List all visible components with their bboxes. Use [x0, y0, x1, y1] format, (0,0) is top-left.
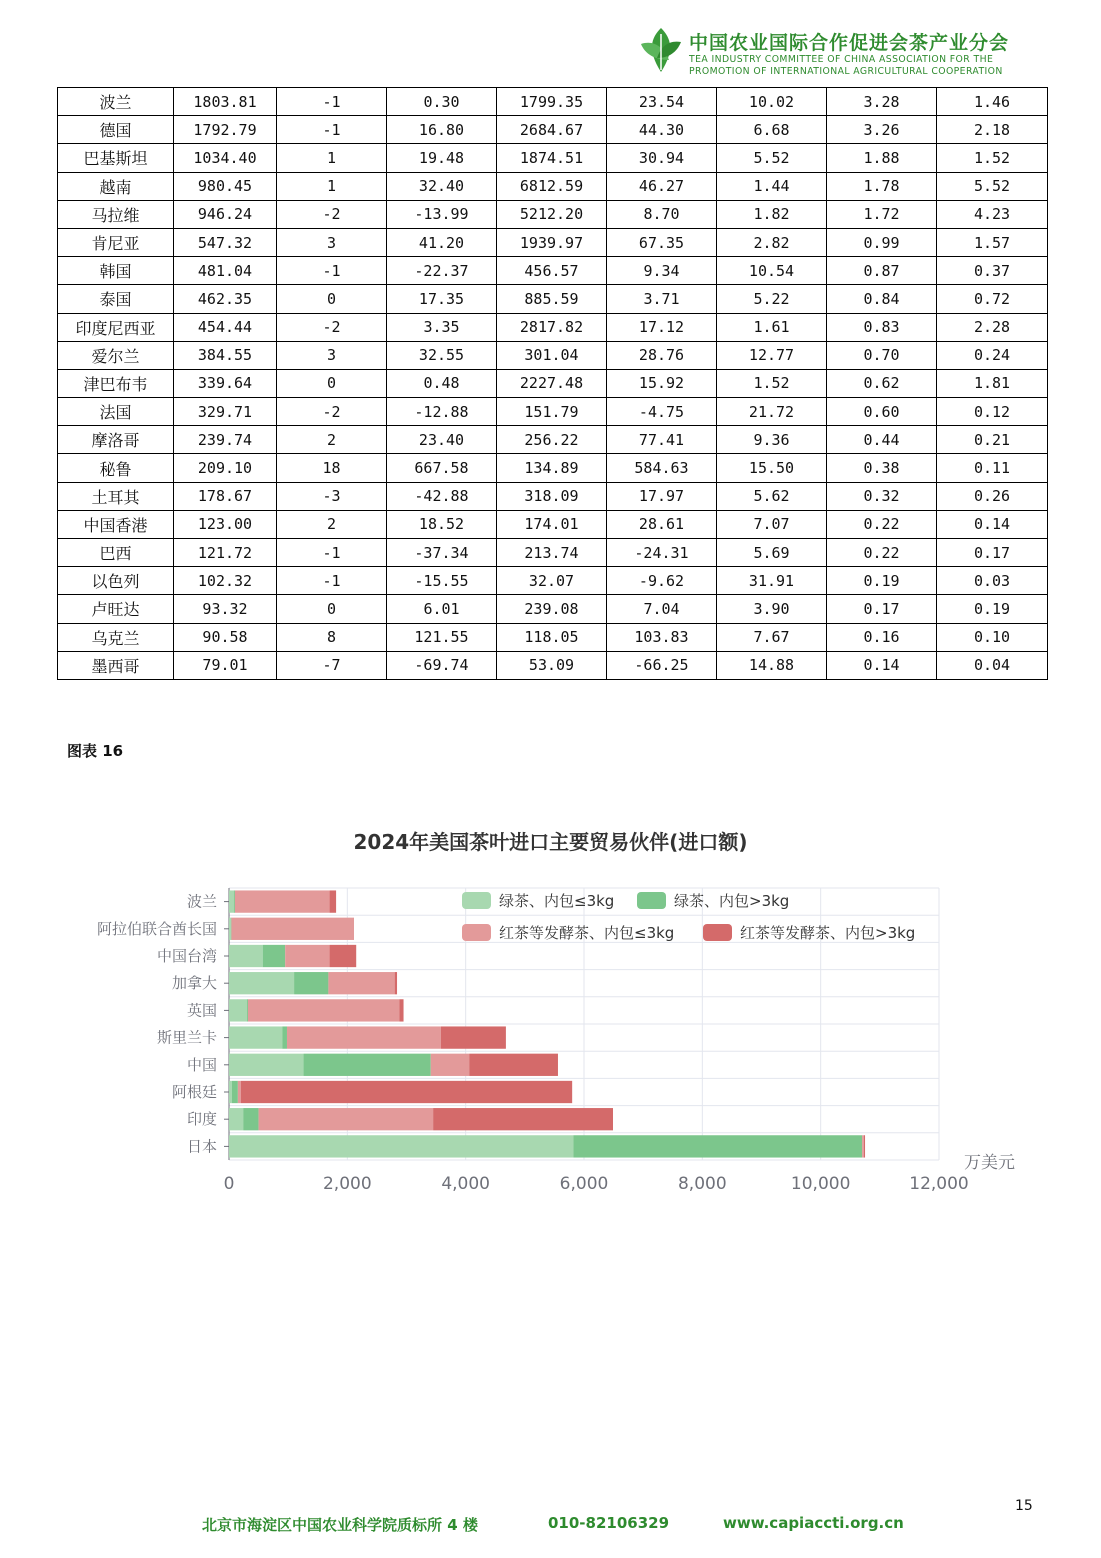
footer-address: 北京市海淀区中国农业科学院质标所 4 楼 [202, 1516, 478, 1534]
value-cell: -2 [277, 200, 387, 228]
value-cell: 2.28 [937, 313, 1048, 341]
table-row [58, 510, 1048, 538]
value-cell: 5.52 [937, 172, 1048, 200]
trade-partner-table [57, 87, 1048, 680]
legend-swatch [462, 892, 491, 909]
value-cell: 30.94 [607, 144, 717, 172]
value-cell: -69.74 [387, 651, 497, 679]
value-cell: 239.08 [497, 595, 607, 623]
value-cell: 0.03 [937, 567, 1048, 595]
value-cell: 17.12 [607, 313, 717, 341]
bar-segment [864, 1135, 865, 1157]
value-cell: -7 [277, 651, 387, 679]
value-cell: 5212.20 [497, 200, 607, 228]
value-cell: 0.70 [827, 341, 937, 369]
legend-swatch [462, 924, 491, 941]
value-cell: 23.54 [607, 88, 717, 116]
table-row [58, 313, 1048, 341]
value-cell: 1.44 [717, 172, 827, 200]
value-cell: 0.16 [827, 623, 937, 651]
value-cell: 0 [277, 369, 387, 397]
value-cell: 0.24 [937, 341, 1048, 369]
value-cell: 1.52 [717, 369, 827, 397]
legend-swatch [703, 924, 732, 941]
bar-segment [247, 999, 248, 1021]
value-cell: 1803.81 [174, 88, 277, 116]
value-cell: 239.74 [174, 426, 277, 454]
value-cell: 9.36 [717, 426, 827, 454]
table-row [58, 651, 1048, 679]
value-cell: 0.32 [827, 482, 937, 510]
x-axis-unit-label: 万美元 [964, 1153, 1015, 1173]
bar-segment [238, 1081, 241, 1103]
table-row [58, 623, 1048, 651]
value-cell: 3 [277, 228, 387, 256]
bar-segment [395, 972, 397, 994]
legend-swatch [637, 892, 666, 909]
value-cell: -1 [277, 116, 387, 144]
value-cell: 90.58 [174, 623, 277, 651]
value-cell: 0.14 [827, 651, 937, 679]
value-cell: 5.22 [717, 285, 827, 313]
value-cell: 53.09 [497, 651, 607, 679]
category-label: 阿拉伯联合酋长国 [96, 919, 217, 938]
value-cell: 1.57 [937, 228, 1048, 256]
value-cell: 7.07 [717, 510, 827, 538]
value-cell: -9.62 [607, 567, 717, 595]
value-cell: 1939.97 [497, 228, 607, 256]
bar-segment [282, 1026, 287, 1048]
bar-segment [433, 1108, 613, 1130]
bar-segment [353, 918, 354, 940]
value-cell: 174.01 [497, 510, 607, 538]
legend-label: 绿茶、内包>3kg [674, 892, 790, 910]
country-cell: 土耳其 [58, 482, 174, 510]
figure-label: 图表 16 [67, 742, 124, 760]
value-cell: 0.11 [937, 454, 1048, 482]
value-cell: -3 [277, 482, 387, 510]
value-cell: 77.41 [607, 426, 717, 454]
bar-segment [229, 1081, 232, 1103]
value-cell: 8.70 [607, 200, 717, 228]
value-cell: 6.68 [717, 116, 827, 144]
bar-segment [234, 890, 235, 912]
bar-segment [229, 918, 231, 940]
bar-segment [441, 1026, 506, 1048]
value-cell: 5.62 [717, 482, 827, 510]
value-cell: 2.82 [717, 228, 827, 256]
table-row [58, 144, 1048, 172]
value-cell: 667.58 [387, 454, 497, 482]
value-cell: 339.64 [174, 369, 277, 397]
country-cell: 津巴布韦 [58, 369, 174, 397]
country-cell: 波兰 [58, 88, 174, 116]
category-label: 波兰 [186, 892, 217, 911]
value-cell: 0 [277, 285, 387, 313]
x-tick-label: 6,000 [559, 1174, 609, 1194]
footer-phone: 010-82106329 [548, 1514, 670, 1532]
value-cell: 67.35 [607, 228, 717, 256]
value-cell: 1792.79 [174, 116, 277, 144]
category-label: 中国 [186, 1055, 217, 1074]
bar-segment [330, 890, 337, 912]
value-cell: 462.35 [174, 285, 277, 313]
value-cell: 0.84 [827, 285, 937, 313]
bar-segment [399, 999, 403, 1021]
country-cell: 秘鲁 [58, 454, 174, 482]
value-cell: 121.72 [174, 539, 277, 567]
category-label: 英国 [186, 1001, 217, 1020]
value-cell: 0.12 [937, 398, 1048, 426]
value-cell: 123.00 [174, 510, 277, 538]
country-cell: 巴基斯坦 [58, 144, 174, 172]
value-cell: 0.83 [827, 313, 937, 341]
value-cell: -37.34 [387, 539, 497, 567]
chart-title: 2024年美国茶叶进口主要贸易伙伴(进口额) [353, 830, 748, 854]
x-tick-label: 2,000 [322, 1174, 372, 1194]
value-cell: 1 [277, 144, 387, 172]
value-cell: -13.99 [387, 200, 497, 228]
bar-segment [328, 972, 394, 994]
country-cell: 法国 [58, 398, 174, 426]
value-cell: 2817.82 [497, 313, 607, 341]
country-cell: 肯尼亚 [58, 228, 174, 256]
bar-segment [231, 918, 232, 940]
x-tick-label: 10,000 [790, 1174, 851, 1194]
value-cell: 256.22 [497, 426, 607, 454]
value-cell: 318.09 [497, 482, 607, 510]
value-cell: 3.28 [827, 88, 937, 116]
country-cell: 墨西哥 [58, 651, 174, 679]
organization-name-en-line1: TEA INDUSTRY COMMITTEE OF CHINA ASSOCIATION FOR THE [689, 54, 994, 65]
value-cell: 0.26 [937, 482, 1048, 510]
value-cell: 15.92 [607, 369, 717, 397]
value-cell: 121.55 [387, 623, 497, 651]
country-cell: 泰国 [58, 285, 174, 313]
table-row [58, 257, 1048, 285]
value-cell: 329.71 [174, 398, 277, 426]
country-cell: 巴西 [58, 539, 174, 567]
value-cell: 23.40 [387, 426, 497, 454]
value-cell: 7.04 [607, 595, 717, 623]
table-row [58, 482, 1048, 510]
value-cell: 10.02 [717, 88, 827, 116]
value-cell: 0.10 [937, 623, 1048, 651]
bar-segment [287, 1026, 441, 1048]
value-cell: 79.01 [174, 651, 277, 679]
value-cell: 481.04 [174, 257, 277, 285]
value-cell: 2.18 [937, 116, 1048, 144]
value-cell: 0.22 [827, 539, 937, 567]
value-cell: 6812.59 [497, 172, 607, 200]
organization-name-cn: 中国农业国际合作促进会茶产业分会 [689, 32, 1010, 54]
bar-segment [862, 1135, 864, 1157]
table-row [58, 88, 1048, 116]
value-cell: 1.88 [827, 144, 937, 172]
value-cell: 0 [277, 595, 387, 623]
bar-segment [243, 1108, 258, 1130]
legend-label: 红茶等发酵茶、内包>3kg [740, 924, 916, 942]
value-cell: 2 [277, 426, 387, 454]
value-cell: -15.55 [387, 567, 497, 595]
bar-segment [231, 918, 353, 940]
page-number: 15 [1015, 1498, 1033, 1514]
value-cell: 1874.51 [497, 144, 607, 172]
value-cell: -2 [277, 398, 387, 426]
value-cell: 5.52 [717, 144, 827, 172]
table-row [58, 539, 1048, 567]
value-cell: 14.88 [717, 651, 827, 679]
value-cell: 885.59 [497, 285, 607, 313]
value-cell: 1799.35 [497, 88, 607, 116]
value-cell: 41.20 [387, 228, 497, 256]
value-cell: 28.61 [607, 510, 717, 538]
value-cell: 384.55 [174, 341, 277, 369]
value-cell: 28.76 [607, 341, 717, 369]
value-cell: 0.30 [387, 88, 497, 116]
value-cell: 17.35 [387, 285, 497, 313]
bar-segment [232, 1081, 238, 1103]
value-cell: 0.17 [937, 539, 1048, 567]
value-cell: 584.63 [607, 454, 717, 482]
value-cell: 301.04 [497, 341, 607, 369]
bar-segment [229, 1135, 573, 1157]
value-cell: 0.72 [937, 285, 1048, 313]
bar-segment [469, 1054, 558, 1076]
value-cell: 18.52 [387, 510, 497, 538]
footer [0, 1514, 1101, 1536]
value-cell: 0.21 [937, 426, 1048, 454]
value-cell: 3 [277, 341, 387, 369]
value-cell: 9.34 [607, 257, 717, 285]
table-row [58, 567, 1048, 595]
value-cell: 980.45 [174, 172, 277, 200]
table-row [58, 285, 1048, 313]
table-row [58, 426, 1048, 454]
value-cell: 3.26 [827, 116, 937, 144]
table-row [58, 172, 1048, 200]
value-cell: 0.19 [937, 595, 1048, 623]
value-cell: -12.88 [387, 398, 497, 426]
value-cell: -2 [277, 313, 387, 341]
value-cell: -1 [277, 567, 387, 595]
value-cell: 4.23 [937, 200, 1048, 228]
value-cell: 1.81 [937, 369, 1048, 397]
value-cell: -66.25 [607, 651, 717, 679]
value-cell: 93.32 [174, 595, 277, 623]
table-row [58, 595, 1048, 623]
bar-segment [330, 945, 357, 967]
bar-segment [229, 999, 247, 1021]
value-cell: 2 [277, 510, 387, 538]
category-label: 阿根廷 [171, 1083, 217, 1101]
bar-segment [259, 1108, 434, 1130]
country-cell: 中国香港 [58, 510, 174, 538]
table-row [58, 369, 1048, 397]
value-cell: 2227.48 [497, 369, 607, 397]
category-label: 印度 [186, 1110, 217, 1129]
x-tick-label: 8,000 [677, 1174, 727, 1194]
value-cell: 6.01 [387, 595, 497, 623]
value-cell: 0.99 [827, 228, 937, 256]
x-tick-label: 12,000 [909, 1174, 969, 1194]
value-cell: 1 [277, 172, 387, 200]
value-cell: 1034.40 [174, 144, 277, 172]
value-cell: 0.14 [937, 510, 1048, 538]
value-cell: -42.88 [387, 482, 497, 510]
value-cell: 151.79 [497, 398, 607, 426]
value-cell: 10.54 [717, 257, 827, 285]
value-cell: -1 [277, 257, 387, 285]
value-cell: -4.75 [607, 398, 717, 426]
value-cell: 32.07 [497, 567, 607, 595]
value-cell: 0.87 [827, 257, 937, 285]
value-cell: 3.35 [387, 313, 497, 341]
country-cell: 卢旺达 [58, 595, 174, 623]
value-cell: 0.19 [827, 567, 937, 595]
category-label: 中国台湾 [156, 947, 217, 965]
bar-segment [431, 1054, 469, 1076]
bar-segment [304, 1054, 431, 1076]
value-cell: 19.48 [387, 144, 497, 172]
country-cell: 印度尼西亚 [58, 313, 174, 341]
value-cell: 0.22 [827, 510, 937, 538]
value-cell: 1.78 [827, 172, 937, 200]
value-cell: 18 [277, 454, 387, 482]
category-label: 加拿大 [171, 974, 217, 993]
value-cell: 547.32 [174, 228, 277, 256]
tea-leaf-logo-icon [635, 24, 687, 76]
value-cell: 102.32 [174, 567, 277, 595]
country-cell: 爱尔兰 [58, 341, 174, 369]
value-cell: 134.89 [497, 454, 607, 482]
table-row [58, 116, 1048, 144]
bar-segment [241, 1081, 572, 1103]
bar-segment [229, 1108, 243, 1130]
x-tick-label: 0 [223, 1174, 235, 1194]
value-cell: 118.05 [497, 623, 607, 651]
legend-label: 红茶等发酵茶、内包≤3kg [499, 924, 675, 942]
legend-label: 绿茶、内包≤3kg [499, 892, 615, 910]
value-cell: 0.37 [937, 257, 1048, 285]
value-cell: 213.74 [497, 539, 607, 567]
bar-segment [235, 890, 330, 912]
value-cell: 8 [277, 623, 387, 651]
category-label: 日本 [186, 1137, 217, 1156]
value-cell: 21.72 [717, 398, 827, 426]
value-cell: 454.44 [174, 313, 277, 341]
bar-segment [573, 1135, 862, 1157]
footer-website[interactable]: www.capiaccti.org.cn [723, 1514, 904, 1532]
value-cell: -1 [277, 539, 387, 567]
value-cell: 1.61 [717, 313, 827, 341]
value-cell: 0.62 [827, 369, 937, 397]
value-cell: 0.04 [937, 651, 1048, 679]
country-cell: 马拉维 [58, 200, 174, 228]
value-cell: 1.72 [827, 200, 937, 228]
value-cell: 32.40 [387, 172, 497, 200]
value-cell: 0.48 [387, 369, 497, 397]
value-cell: 1.82 [717, 200, 827, 228]
value-cell: 3.90 [717, 595, 827, 623]
bar-segment [229, 1026, 282, 1048]
value-cell: 0.44 [827, 426, 937, 454]
value-cell: 46.27 [607, 172, 717, 200]
value-cell: 209.10 [174, 454, 277, 482]
value-cell: 5.69 [717, 539, 827, 567]
value-cell: 12.77 [717, 341, 827, 369]
table-row [58, 200, 1048, 228]
value-cell: 16.80 [387, 116, 497, 144]
bar-segment [229, 945, 263, 967]
bar-segment [294, 972, 328, 994]
value-cell: 44.30 [607, 116, 717, 144]
value-cell: 32.55 [387, 341, 497, 369]
table-row [58, 228, 1048, 256]
x-tick-label: 4,000 [441, 1174, 491, 1194]
value-cell: -24.31 [607, 539, 717, 567]
table-row [58, 398, 1048, 426]
value-cell: 7.67 [717, 623, 827, 651]
value-cell: 15.50 [717, 454, 827, 482]
country-cell: 越南 [58, 172, 174, 200]
value-cell: 946.24 [174, 200, 277, 228]
bar-segment [229, 972, 294, 994]
value-cell: 0.17 [827, 595, 937, 623]
country-cell: 乌克兰 [58, 623, 174, 651]
bar-segment [285, 945, 329, 967]
country-cell: 摩洛哥 [58, 426, 174, 454]
bar-segment [229, 1054, 304, 1076]
bar-segment [229, 890, 234, 912]
value-cell: 17.97 [607, 482, 717, 510]
category-label: 斯里兰卡 [156, 1028, 217, 1047]
value-cell: 1.52 [937, 144, 1048, 172]
country-cell: 韩国 [58, 257, 174, 285]
organization-name-en-line2: PROMOTION OF INTERNATIONAL AGRICULTURAL COOPERATION [689, 66, 1003, 77]
value-cell: 456.57 [497, 257, 607, 285]
value-cell: 103.83 [607, 623, 717, 651]
bar-segment [263, 945, 285, 967]
value-cell: 3.71 [607, 285, 717, 313]
bar-segment [248, 999, 399, 1021]
value-cell: 0.38 [827, 454, 937, 482]
stacked-bar-chart [0, 870, 1101, 1210]
table-row [58, 341, 1048, 369]
document-header [635, 24, 1035, 80]
country-cell: 以色列 [58, 567, 174, 595]
value-cell: 2684.67 [497, 116, 607, 144]
value-cell: 31.91 [717, 567, 827, 595]
value-cell: -22.37 [387, 257, 497, 285]
country-cell: 德国 [58, 116, 174, 144]
value-cell: 1.46 [937, 88, 1048, 116]
value-cell: -1 [277, 88, 387, 116]
table-row [58, 454, 1048, 482]
value-cell: 178.67 [174, 482, 277, 510]
value-cell: 0.60 [827, 398, 937, 426]
